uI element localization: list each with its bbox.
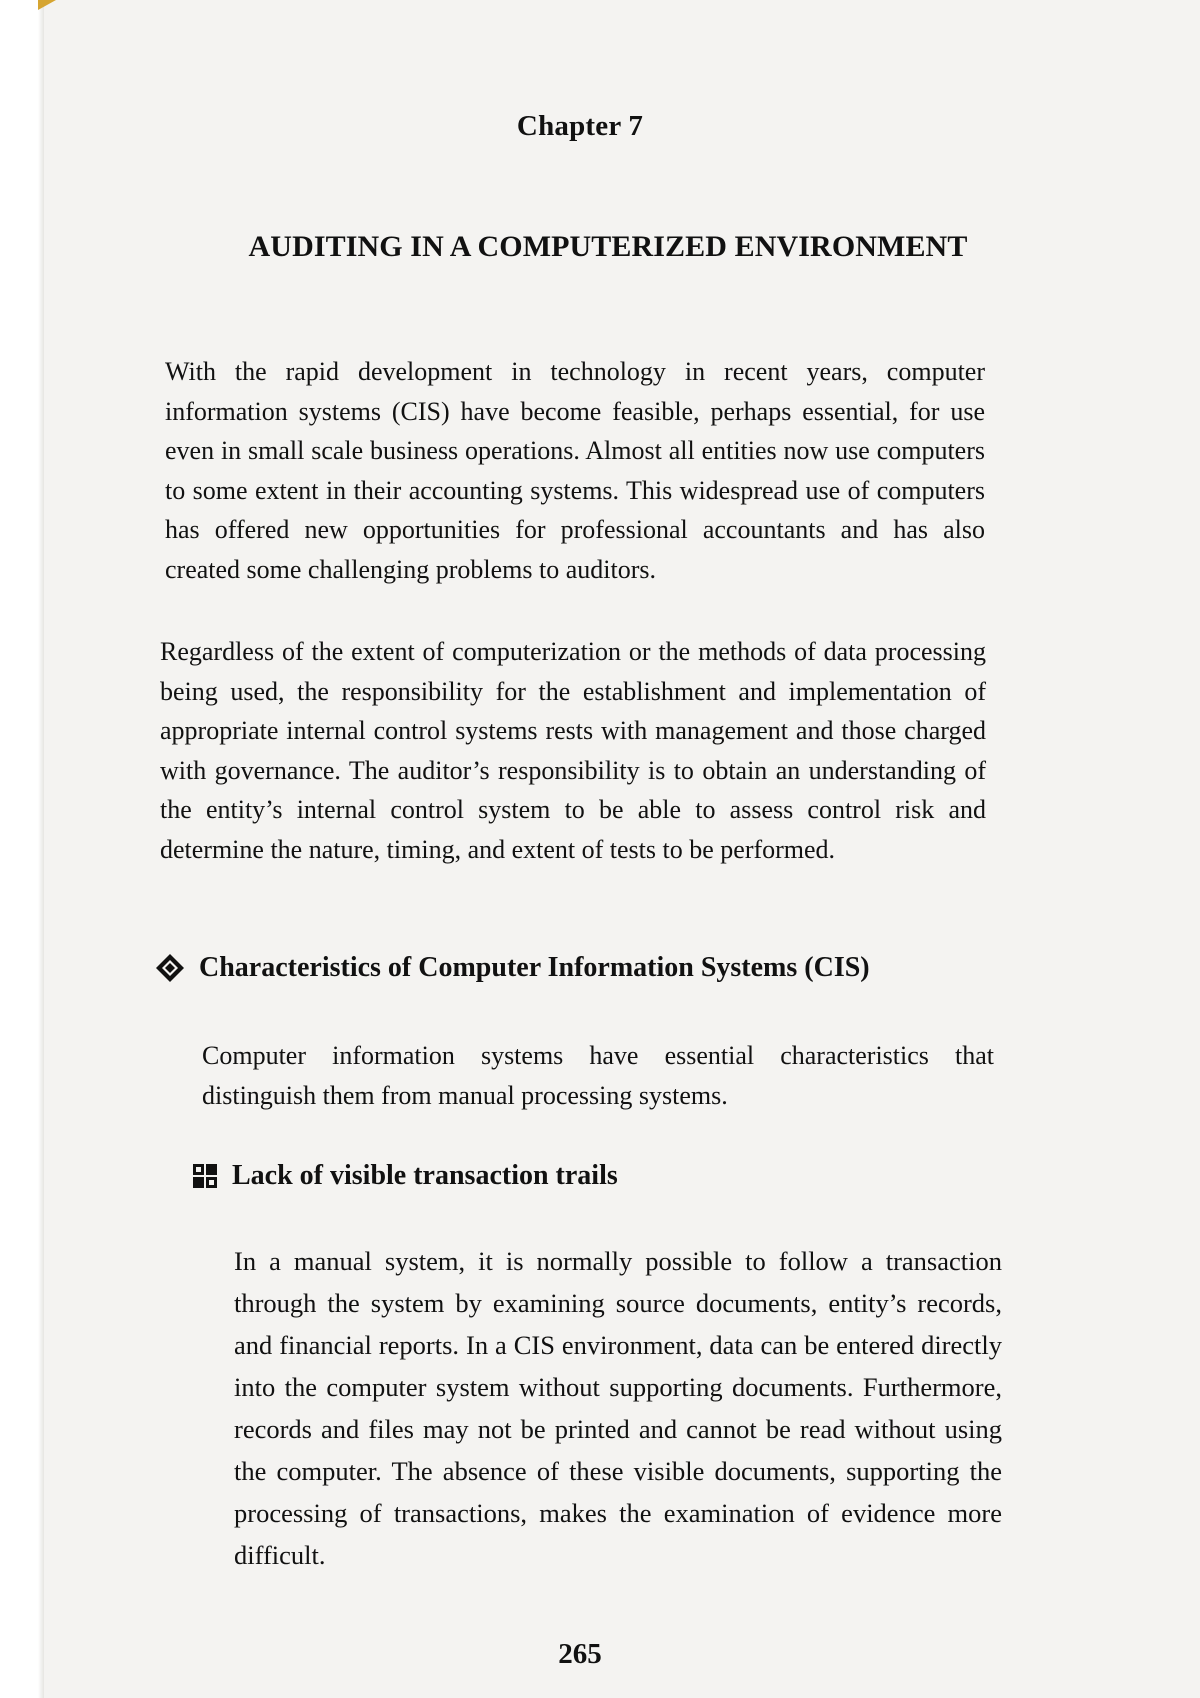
subsection-heading bbox=[192, 1160, 618, 1192]
intro-paragraph: With the rapid development in technology in recent years, computer information systems (CIS) have become feasible, perhaps essential, for use even in small scale business operations. Almost all entities now use computers to some extent in their accounting systems. This widespread use of computers has offered new opportunities for professional accountants and has also created some challenging problems to auditors. bbox=[165, 357, 985, 584]
page-number: 265 bbox=[558, 1638, 602, 1670]
square-bullet-icon bbox=[192, 1163, 218, 1189]
section-intro-paragraph: Computer information systems have essential characteristics that distinguish them from manual processing systems. bbox=[202, 1041, 994, 1110]
chapter-title: AUDITING IN A COMPUTERIZED ENVIRONMENT bbox=[248, 230, 968, 263]
section-heading-text: Characteristics of Computer Information Systems (CIS) bbox=[199, 952, 870, 983]
section-heading bbox=[155, 952, 870, 984]
corner-mark bbox=[38, 0, 56, 10]
diamond-bullet-icon bbox=[155, 953, 185, 983]
chapter-label: Chapter 7 bbox=[516, 110, 644, 142]
subsection-heading-text: Lack of visible transaction trails bbox=[232, 1160, 618, 1191]
subsection-paragraph: In a manual system, it is normally possible to follow a transaction through the system by examining source documents, entity’s records, and financial reports. In a CIS environment, data can be entered directly into the computer system without supporting documents. Furthermore, records and files may not be printed and cannot be read without using the computer. The absence of these visible documents, supporting the processing of transactions, makes the examination of evidence more difficult. bbox=[234, 1246, 1002, 1570]
responsibility-paragraph: Regardless of the extent of computerization or the methods of data processing being used, the responsibility for the establishment and implementation of appropriate internal control systems rests with management and those charged with governance. The auditor’s responsibility is to obtain an understanding of the entity’s internal control system to be able to assess control risk and determine the nature, timing, and extent of tests to be performed. bbox=[160, 637, 986, 864]
